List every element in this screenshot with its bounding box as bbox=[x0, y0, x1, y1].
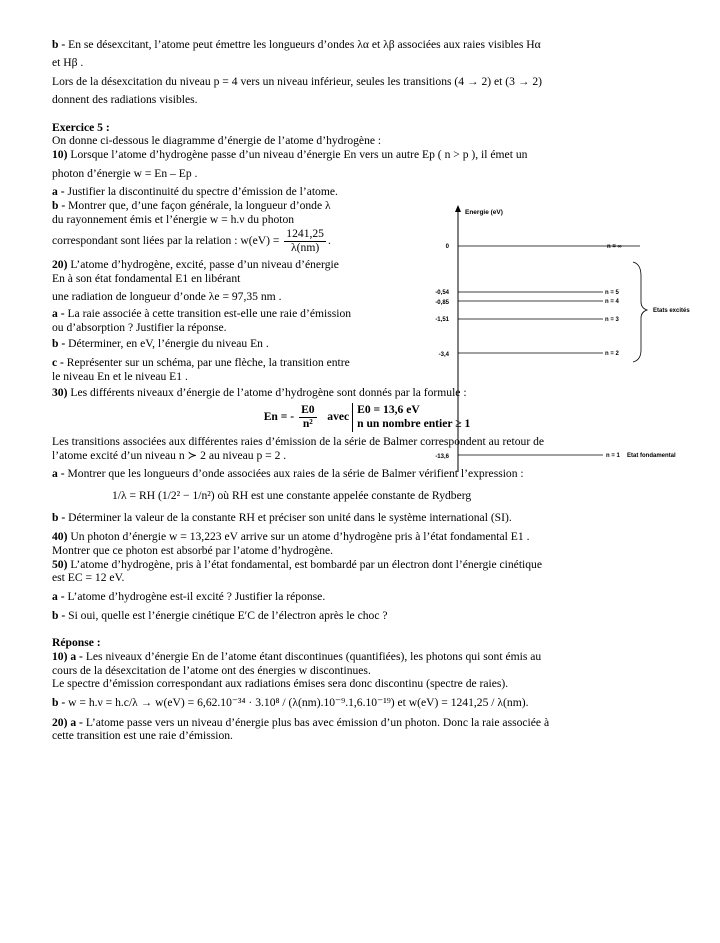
question-5 bbox=[52, 558, 682, 572]
q3b bbox=[52, 511, 682, 525]
q2-text3: une radiation de longueur d’onde λe = 97,35 nm . bbox=[52, 290, 282, 304]
q1-label: 10) bbox=[52, 148, 68, 162]
formula-cond2: n un nombre entier ≥ 1 bbox=[357, 417, 471, 431]
q5-text: L’atome d’hydrogène, pris à l’état fondamental, est bombardé par un électron dont l’énergie cinétique bbox=[67, 557, 542, 571]
answer-title-text: Réponse : bbox=[52, 636, 101, 650]
q5a-label: a - bbox=[52, 589, 65, 603]
q2a-text: La raie associée à cette transition est-elle une raie d’émission bbox=[64, 306, 352, 320]
q3a-text: Montrer que les longueurs d’onde associées aux raies de la série de Balmer vérifient l’expression : bbox=[64, 467, 524, 481]
q3-p1: Les transitions associées aux différentes raies d’émission de la série de Balmer correspondent au retour de bbox=[52, 434, 545, 448]
energy-level-4 bbox=[435, 299, 619, 306]
r2-text: L’atome passe vers un niveau d’énergie plus bas avec émission d’un photon. Donc la raie associée à bbox=[82, 715, 550, 729]
q1b-relation: correspondant sont liées par la relation : w(eV) = bbox=[52, 234, 280, 248]
q2a-label: a - bbox=[52, 306, 65, 320]
formula-num: E0 bbox=[301, 403, 315, 417]
r1-text: Les niveaux d’énergie En de l’atome étant discontinues (quantifiées), les photons qui sont émis au bbox=[82, 649, 542, 663]
intro-line1: Lors de la désexcitation du niveau p = 4 vers un niveau inférieur, seules les transitions (4 → 2) et (3 → 2) bbox=[52, 75, 542, 89]
q2c-label: c - bbox=[52, 355, 64, 369]
q1b-label: b - bbox=[52, 199, 66, 213]
intro-b-label: b - bbox=[52, 38, 66, 51]
energy-level-1 bbox=[435, 453, 676, 460]
q4-text2: Montrer que ce photon est absorbé par l’atome d’hydrogène. bbox=[52, 543, 334, 557]
formula-lhs: En = - bbox=[263, 410, 295, 424]
r2-label: 20) a - bbox=[52, 715, 83, 729]
q2a bbox=[52, 307, 412, 321]
balmer-formula: 1/λ = RH (1/2² − 1/n²) où RH est une constante appelée constante de Rydberg bbox=[112, 488, 472, 502]
r1b-label: b - bbox=[52, 695, 66, 709]
energy-level-inf bbox=[446, 244, 640, 250]
q3b-label: b - bbox=[52, 510, 66, 524]
level-energy: -0,85 bbox=[435, 300, 449, 306]
q5b bbox=[52, 609, 682, 623]
level-energy: -13,6 bbox=[435, 454, 449, 460]
question-1 bbox=[52, 148, 682, 162]
energy-diagram bbox=[375, 204, 690, 472]
answer-1b bbox=[52, 696, 682, 710]
answer-1 bbox=[52, 650, 682, 664]
relation-denominator: λ(nm) bbox=[291, 241, 320, 255]
level-label: n = 3 bbox=[605, 317, 619, 323]
question-4 bbox=[52, 530, 682, 544]
level-label: n = 4 bbox=[605, 299, 619, 305]
intro-b-text: En se désexcitant, l’atome peut émettre les longueurs d’ondes λα et λβ associées aux raies visibles Hα bbox=[68, 38, 541, 51]
q1-text2: photon d’énergie w = En – Ep . bbox=[52, 166, 198, 180]
q2c-text2: le niveau En et le niveau E1 . bbox=[52, 369, 188, 383]
q2b-label: b - bbox=[52, 337, 66, 351]
energy-level-2 bbox=[439, 351, 620, 358]
energy-level-5 bbox=[435, 290, 619, 296]
formula-avec: avec bbox=[327, 410, 350, 424]
q2-text: L’atome d’hydrogène, excité, passe d’un niveau d’énergie bbox=[67, 257, 339, 271]
level-energy: -1,51 bbox=[435, 317, 449, 323]
intro-b-cont: et Hβ . bbox=[52, 55, 84, 69]
q5-label: 50) bbox=[52, 557, 68, 571]
exercise-intro: On donne ci-dessous le diagramme d’énergie de l’atome d’hydrogène : bbox=[52, 134, 382, 148]
level-label: n = 5 bbox=[605, 290, 619, 296]
relation-fraction bbox=[284, 228, 326, 255]
q3a-label: a - bbox=[52, 467, 65, 481]
q1a-text: Justifier la discontinuité du spectre d’émission de l’atome. bbox=[64, 185, 338, 199]
q1a bbox=[52, 185, 412, 199]
excited-states-brace bbox=[633, 262, 647, 362]
left-column bbox=[52, 185, 412, 383]
q3-text: Les différents niveaux d’énergie de l’atome d’hydrogène sont donnés par la formule : bbox=[67, 386, 467, 400]
r2-text2: cette transition est une raie d’émission. bbox=[52, 729, 233, 743]
level-label: n = 2 bbox=[605, 351, 619, 357]
q5a-text: L’atome d’hydrogène est-il excité ? Justifier la réponse. bbox=[64, 589, 326, 603]
q5a bbox=[52, 590, 682, 604]
answer-title bbox=[52, 636, 682, 650]
intro-line2: donnent des radiations visibles. bbox=[52, 93, 198, 107]
q2b-text: Déterminer, en eV, l’énergie du niveau En . bbox=[65, 337, 269, 351]
q5b-text: Si oui, quelle est l’énergie cinétique E′C de l’électron après le choc ? bbox=[65, 608, 388, 622]
q2-label: 20) bbox=[52, 257, 68, 271]
axis-label: Energie (eV) bbox=[465, 209, 503, 216]
intro-b bbox=[52, 38, 682, 52]
relation-numerator: 1241,25 bbox=[286, 227, 324, 241]
q2-text2: En à son état fondamental E1 en libérant bbox=[52, 271, 241, 285]
energy-diagram-svg bbox=[375, 204, 690, 472]
q1b-line2: du rayonnement émis et l’énergie w = h.ν du photon bbox=[52, 212, 295, 226]
formula-den: n² bbox=[302, 416, 313, 430]
level-energy: -0,54 bbox=[435, 290, 449, 296]
r1b-formula: w = h.ν = h.c/λ → w(eV) = 6,62.10⁻³⁴ · 3.10⁸ / (λ(nm).10⁻⁹.1,6.10⁻¹⁹) et w(eV) = 1241,25 / λ(nm). bbox=[65, 695, 529, 709]
q1-text: Lorsque l’atome d’hydrogène passe d’un niveau d’énergie En vers un autre Ep ( n > p ), il émet un bbox=[67, 148, 528, 162]
level-energy: -3,4 bbox=[438, 352, 449, 358]
q5b-label: b - bbox=[52, 608, 66, 622]
level-energy: 0 bbox=[445, 244, 449, 250]
r1-text2: cours de la désexcitation de l’atome ont des énergies w discontinues. bbox=[52, 663, 371, 677]
r1-text3: Le spectre d’émission correspondant aux radiations émises sera donc discontinu (spectre de raies). bbox=[52, 677, 509, 691]
q2b bbox=[52, 337, 412, 351]
level-label: n = ∞ bbox=[607, 244, 622, 250]
level-label: n = 1 bbox=[606, 453, 620, 459]
ground-state-label: Etat fondamental bbox=[627, 453, 676, 459]
excited-states-label: Etats excités bbox=[653, 308, 690, 314]
question-2 bbox=[52, 258, 412, 272]
answer-2 bbox=[52, 716, 682, 730]
q3-p2: l’atome excité d’un niveau n ≻ 2 au niveau p = 2 . bbox=[52, 448, 287, 462]
energy-level-3 bbox=[435, 317, 619, 323]
exercise-title-text: Exercice 5 : bbox=[52, 120, 110, 134]
q1b-line3: correspondant sont liées par la relation : w(eV) = $\frac{1241,25}{\lambda(nm)}$ . bbox=[52, 227, 331, 255]
q2c-text: Représenter sur un schéma, par une flèche, la transition entre bbox=[63, 355, 350, 369]
exercise-title bbox=[52, 121, 682, 135]
q4-text: Un photon d’énergie w = 13,223 eV arrive sur un atome d’hydrogène pris à l’état fondamental E1 . bbox=[67, 530, 530, 544]
formula-fraction bbox=[299, 404, 317, 431]
q2a-text2: ou d’absorption ? Justifier la réponse. bbox=[52, 320, 227, 334]
q5-text2: est EC = 12 eV. bbox=[52, 571, 125, 585]
q1a-label: a - bbox=[52, 185, 65, 199]
q1b-text: Montrer que, d’une façon générale, la longueur d’onde λ bbox=[65, 199, 331, 213]
q3b-text: Déterminer la valeur de la constante RH et préciser son unité dans le système international (SI). bbox=[65, 510, 512, 524]
q1b bbox=[52, 199, 412, 213]
axis-arrow-icon bbox=[455, 205, 461, 212]
q2c bbox=[52, 356, 412, 370]
q3-label: 30) bbox=[52, 386, 68, 400]
q4-label: 40) bbox=[52, 530, 68, 544]
formula-cond1: E0 = 13,6 eV bbox=[357, 402, 420, 416]
r1-label: 10) a - bbox=[52, 649, 83, 663]
